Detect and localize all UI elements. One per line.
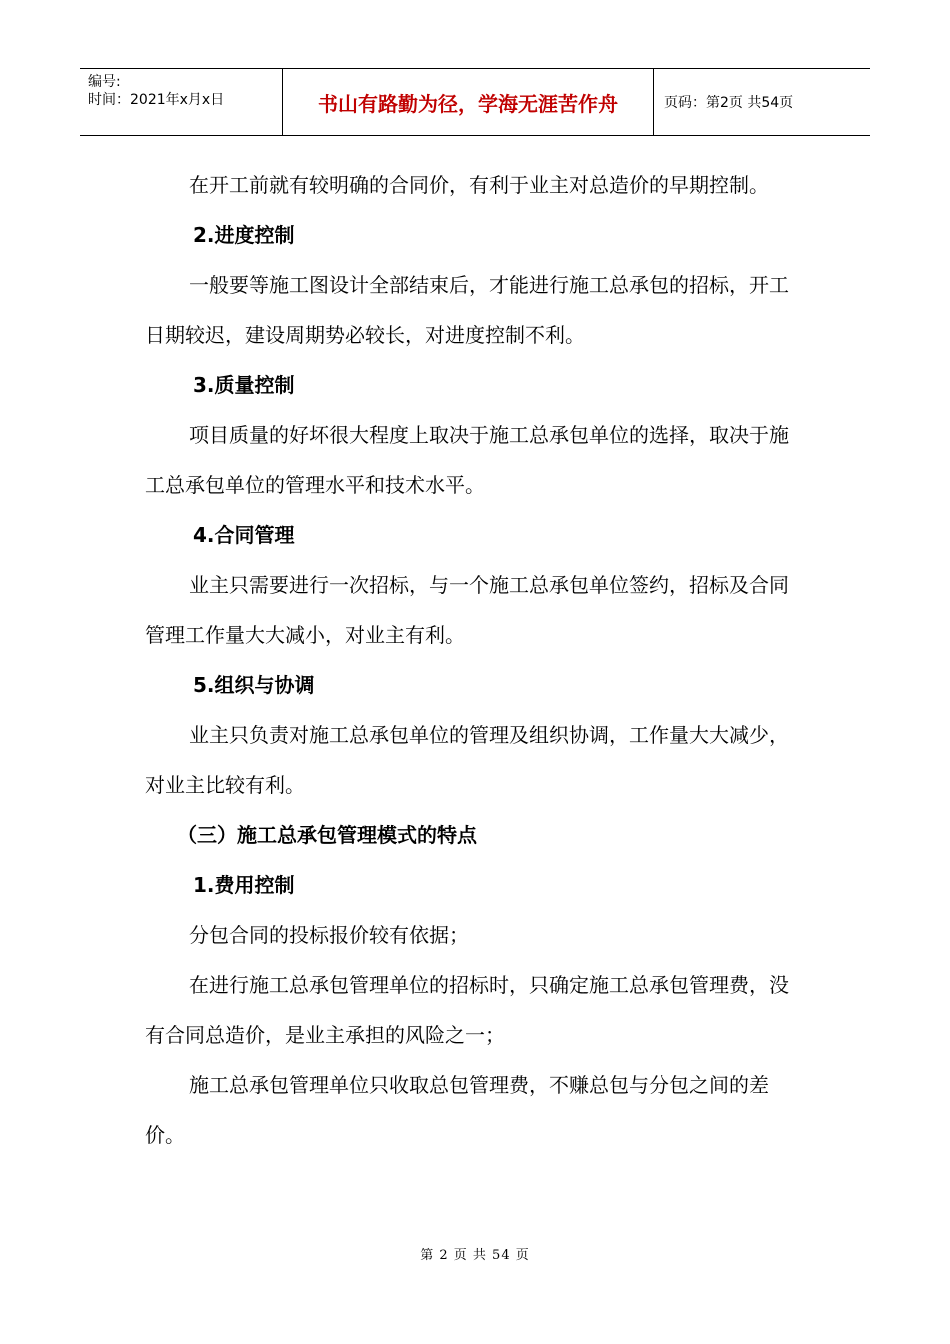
subheading-quality-control: 3.质量控制 [193,373,295,397]
subheading-cost-control: 1.费用控制 [193,873,295,897]
paragraph: 一般要等施工图设计全部结束后，才能进行施工总承包的招标，开工日期较迟，建设周期势必较长，对进度控制不利。 [145,273,789,347]
paragraph: 在进行施工总承包管理单位的招标时，只确定施工总承包管理费，没有合同总造价，是业主承担的风险之一； [145,973,789,1047]
paragraph: 业主只需要进行一次招标，与一个施工总承包单位签约，招标及合同管理工作量大大减小，对业主有利。 [145,573,789,647]
header-meta [80,69,282,135]
subheading-organization-coordination: 5.组织与协调 [193,673,315,697]
header-page-info: 页码：第2页 共54页 [664,95,794,111]
paragraph: 在开工前就有较明确的合同价，有利于业主对总造价的早期控制。 [189,173,769,197]
section-heading: （三）施工总承包管理模式的特点 [177,823,477,847]
subheading-contract-management: 4.合同管理 [193,523,295,547]
header-motto: 书山有路勤为径，学海无涯苦作舟 [282,69,654,135]
page-footer: 第 2 页 共 54 页 [420,1248,530,1263]
document-body [145,160,807,1160]
paragraph: 施工总承包管理单位只收取总包管理费，不赚总包与分包之间的差价。 [145,1073,769,1147]
document-time-label: 时间：2021年x月x日 [88,92,225,108]
page-header [80,68,870,136]
subheading-progress-control: 2.进度控制 [193,223,295,247]
paragraph: 项目质量的好坏很大程度上取决于施工总承包单位的选择，取决于施工总承包单位的管理水平和技术水平。 [145,423,789,497]
document-number-label: 编号: [88,74,121,90]
paragraph: 分包合同的投标报价较有依据； [189,923,469,947]
paragraph: 业主只负责对施工总承包单位的管理及组织协调，工作量大大减少，对业主比较有利。 [145,723,789,797]
